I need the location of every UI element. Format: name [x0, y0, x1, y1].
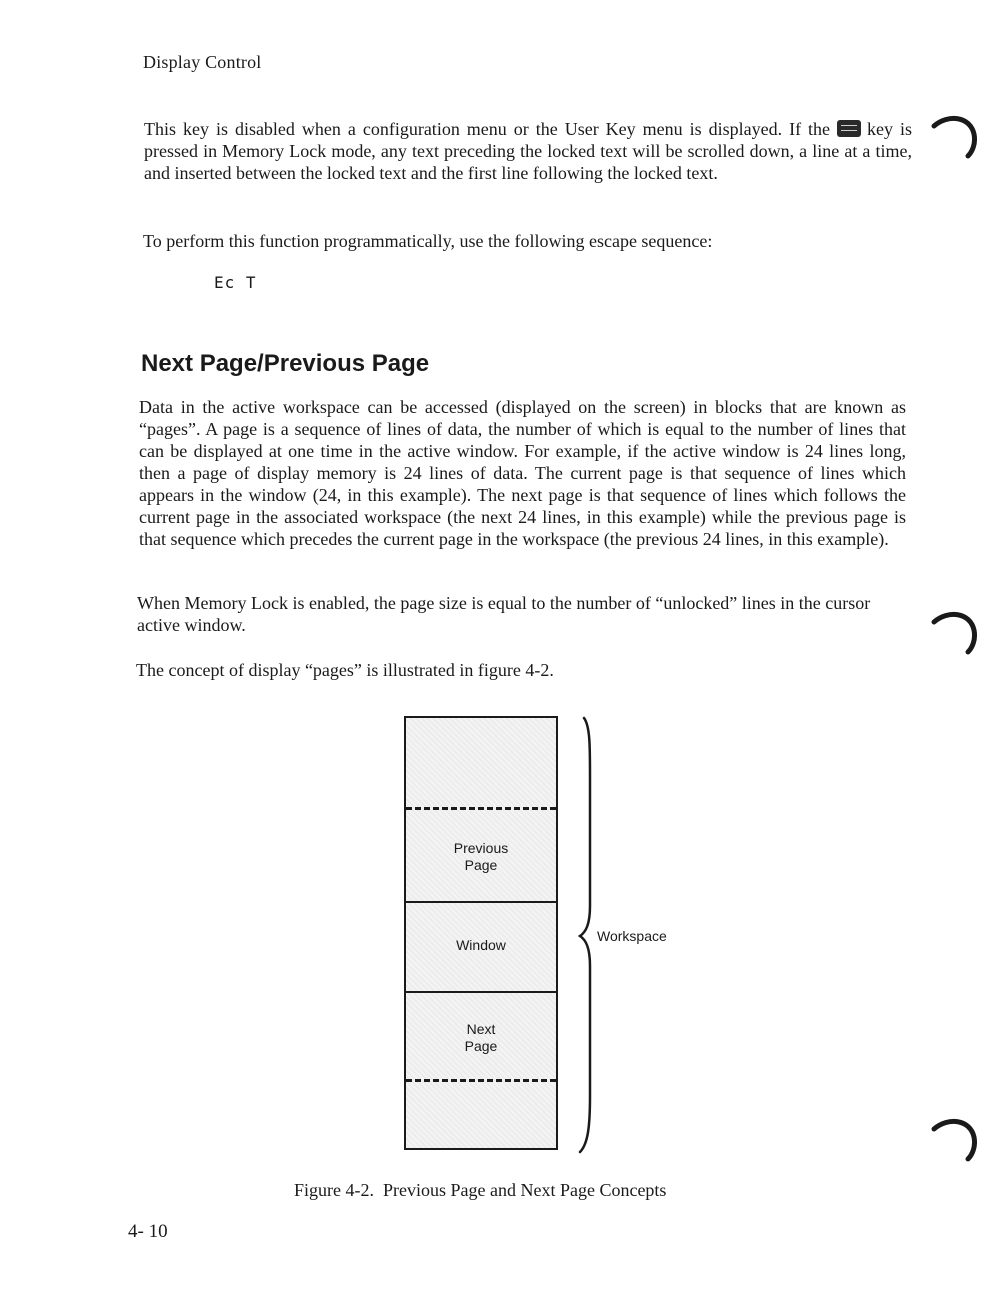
- workspace-brace-icon: [570, 716, 594, 1154]
- intro-paragraph-2: To perform this function programmatically, use the following escape sequence:: [143, 231, 713, 251]
- running-head: Display Control: [143, 52, 262, 72]
- section-heading: Next Page/Previous Page: [141, 350, 430, 377]
- roll-down-key-icon: [837, 120, 861, 137]
- next-page-bottom-boundary: [406, 1079, 556, 1082]
- window-bottom-boundary: [406, 991, 556, 993]
- binder-hole-icon: [930, 608, 980, 658]
- intro-paragraph-1-start: This key is disabled when a configuration menu or the User Key menu is displayed. If the: [144, 119, 831, 139]
- workspace-diagram: [404, 716, 558, 1150]
- binder-hole-icon: [930, 1115, 980, 1165]
- section-paragraph-2: When Memory Lock is enabled, the page size is equal to the number of “unlocked” lines in the cursor active window.: [137, 593, 871, 635]
- section-paragraph-3: The concept of display “pages” is illustrated in figure 4-2.: [136, 660, 554, 680]
- page-number: 4- 10: [128, 1221, 168, 1242]
- intro-paragraph-1: [144, 118, 912, 184]
- window-label: Window: [456, 937, 506, 953]
- workspace-box: [404, 716, 558, 1150]
- binder-hole-icon: [930, 112, 980, 162]
- workspace-label: Workspace: [597, 928, 667, 944]
- previous-page-label: Previous Page: [453, 840, 509, 873]
- escape-sequence: Ec T: [214, 273, 257, 292]
- section-paragraph-1: Data in the active workspace can be accessed (displayed on the screen) in blocks that are known as “pages”. A page is a sequence of lines of data, the number of which is equal to the number of lines that can be displayed at one time in the active window. For example, if the active window is 24 lines long, then a page of display memory is 24 lines of data. The current page is that sequence of lines which appears in the window (24, in this example). The next page is that sequence of lines which follows the current page in the associated workspace (the next 24 lines, in this example) while the previous page is that sequence which precedes the current page in the workspace (the previous 24 lines, in this example).: [139, 397, 906, 549]
- figure-caption: Figure 4-2. Previous Page and Next Page Concepts: [294, 1180, 667, 1200]
- intro-paragraph-1-end: key is pressed in Memory Lock mode, any text preceding the locked text will be scrolled down, a line at a time, and inserted between the locked text and the first line following the locked text.: [144, 119, 913, 183]
- next-page-label: Next Page: [464, 1021, 498, 1054]
- window-top-boundary: [406, 901, 556, 903]
- previous-page-top-boundary: [406, 807, 556, 810]
